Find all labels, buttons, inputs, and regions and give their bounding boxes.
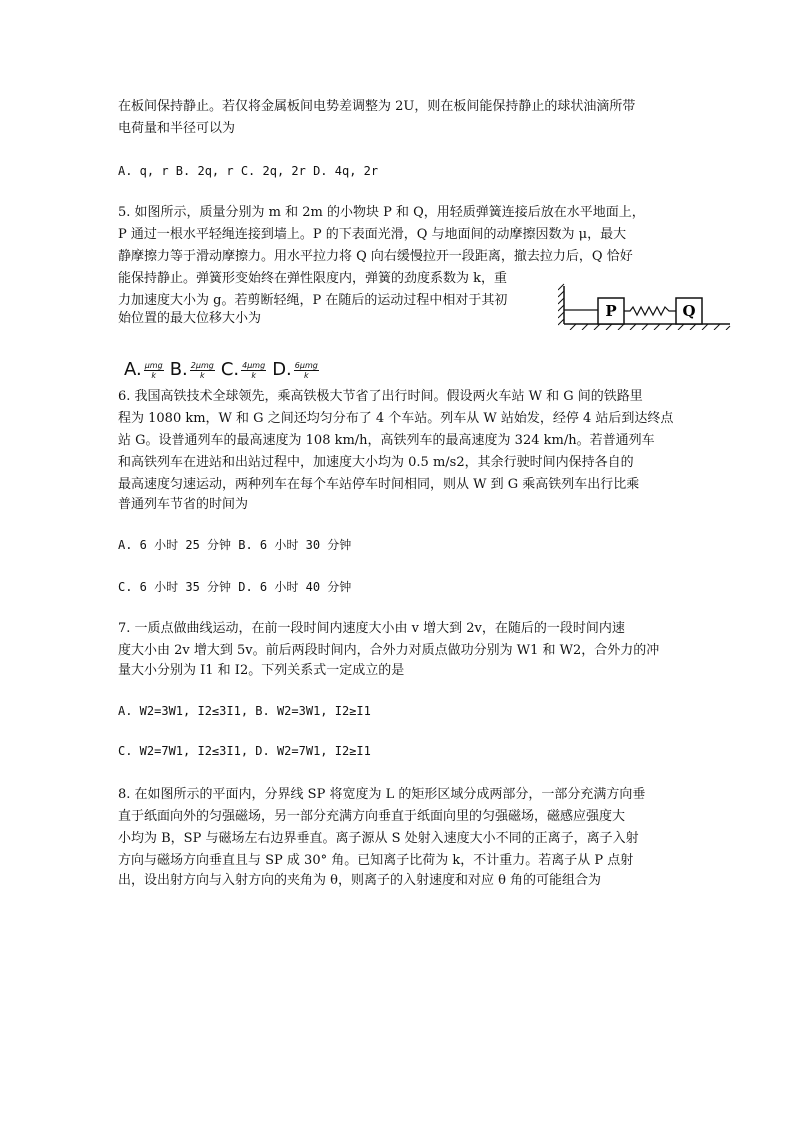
q4-options: A. q, r B. 2q, r C. 2q, 2r D. 4q, 2r — [118, 164, 379, 178]
q5-option-c-numerator: 4μmg — [242, 361, 266, 370]
q7-line-2: 度大小由 2v 增大到 5v。前后两段时间内，合外力对质点做功分别为 W1 和 W2，合外力的冲 — [118, 643, 660, 658]
q6-line-1: 6. 我国高铁技术全球领先，乘高铁极大节省了出行时间。假设两火车站 W 和 G 间的铁路里 — [118, 389, 643, 404]
intro-text-line-1: 在板间保持静止。若仅将金属板间电势差调整为 2U，则在板间能保持静止的球状油滴所带 — [118, 99, 636, 114]
q5-line-3: 静摩擦力等于滑动摩擦力。用水平拉力将 Q 向右缓慢拉开一段距离，撤去拉力后，Q 恰好 — [118, 249, 633, 264]
q5-option-a-denominator: k — [151, 371, 157, 380]
q5-line-4: 能保持静止。弹簧形变始终在弹性限度内，弹簧的劲度系数为 k，重 — [118, 271, 508, 286]
spring-zigzag — [624, 307, 676, 315]
q5-option-d-letter: D. — [272, 359, 292, 380]
wall-hatch — [558, 284, 564, 325]
q7-options-row-1: A. W2=3W1, I2≤3I1, B. W2=3W1, I2≥I1 — [118, 704, 371, 718]
q5-option-b-letter: B. — [169, 359, 188, 380]
q5-option-b-denominator: k — [199, 371, 205, 380]
q8-line-1: 8. 在如图所示的平面内，分界线 SP 将宽度为 L 的矩形区域分成两部分，一部分充满方向垂 — [118, 787, 646, 802]
q5-line-1: 5. 如图所示，质量分别为 m 和 2m 的小物块 P 和 Q，用轻质弹簧连接后放在水平地面上， — [118, 205, 645, 220]
spring-blocks-figure — [558, 280, 734, 330]
q5-option-c-fraction — [241, 361, 266, 380]
q5-line-6: 始位置的最大位移大小为 — [118, 311, 262, 326]
q5-line-5: 力加速度大小为 g。若剪断轻绳，P 在随后的运动过程中相对于其初 — [118, 293, 508, 308]
q5-option-a-fraction — [144, 361, 164, 380]
ground-hatch — [570, 324, 730, 330]
q7-line-3: 量大小分别为 I1 和 I2。下列关系式一定成立的是 — [118, 663, 405, 678]
block-q-label: Q — [682, 302, 696, 320]
q7-options-row-2: C. W2=7W1, I2≤3I1, D. W2=7W1, I2≥I1 — [118, 744, 371, 758]
q5-fraction-options — [120, 346, 321, 380]
intro-text-line-2: 电荷量和半径可以为 — [118, 121, 236, 136]
q6-line-4: 和高铁列车在进站和出站过程中，加速度大小均为 0.5 m/s2，其余行驶时间内保持各自的 — [118, 455, 634, 470]
q6-options-row-1: A. 6 小时 25 分钟 B. 6 小时 30 分钟 — [118, 538, 352, 552]
q6-options-row-2: C. 6 小时 35 分钟 D. 6 小时 40 分钟 — [118, 580, 352, 594]
q6-line-5: 最高速度匀速运动，两种列车在每个车站停车时间相同，则从 W 到 G 乘高铁列车出行比乘 — [118, 477, 640, 492]
q8-line-4: 方向与磁场方向垂直且与 SP 成 30° 角。已知离子比荷为 k，不计重力。若离子从 P 点射 — [118, 853, 634, 868]
q5-option-d-fraction — [294, 361, 319, 380]
q5-option-c-letter: C. — [220, 359, 240, 380]
q6-line-2: 程为 1080 km，W 和 G 之间还均匀分布了 4 个车站。列车从 W 站始发，经停 4 站后到达终点 — [118, 411, 674, 426]
q8-line-5: 出，设出射方向与入射方向的夹角为 θ，则离子的入射速度和对应 θ 角的可能组合为 — [118, 873, 602, 888]
q8-line-2: 直于纸面向外的匀强磁场，另一部分充满方向垂直于纸面向里的匀强磁场，磁感应强度大 — [118, 809, 626, 824]
q5-option-b-numerator: 2μmg — [190, 361, 214, 370]
q5-option-d-numerator: 6μmg — [294, 361, 318, 370]
q6-line-3: 站 G。设普通列车的最高速度为 108 km/h，高铁列车的最高速度为 324 km/h。若普通列车 — [118, 433, 655, 448]
q5-option-b-fraction — [190, 361, 215, 380]
q6-line-6: 普通列车节省的时间为 — [118, 497, 249, 512]
q5-option-d-denominator: k — [303, 371, 309, 380]
q8-line-3: 小均为 B，SP 与磁场左右边界垂直。离子源从 S 处射入速度大小不同的正离子，离子入射 — [118, 831, 639, 846]
q5-line-2: P 通过一根水平轻绳连接到墙上。P 的下表面光滑，Q 与地面间的动摩擦因数为 μ，最大 — [118, 227, 627, 242]
q7-line-1: 7. 一质点做曲线运动，在前一段时间内速度大小由 v 增大到 2v，在随后的一段时间内速 — [118, 621, 625, 636]
q5-option-a-letter: A. — [124, 359, 142, 380]
q5-option-c-denominator: k — [251, 371, 256, 380]
q5-option-a-numerator: μmg — [144, 361, 163, 370]
block-p-label: P — [605, 302, 617, 320]
